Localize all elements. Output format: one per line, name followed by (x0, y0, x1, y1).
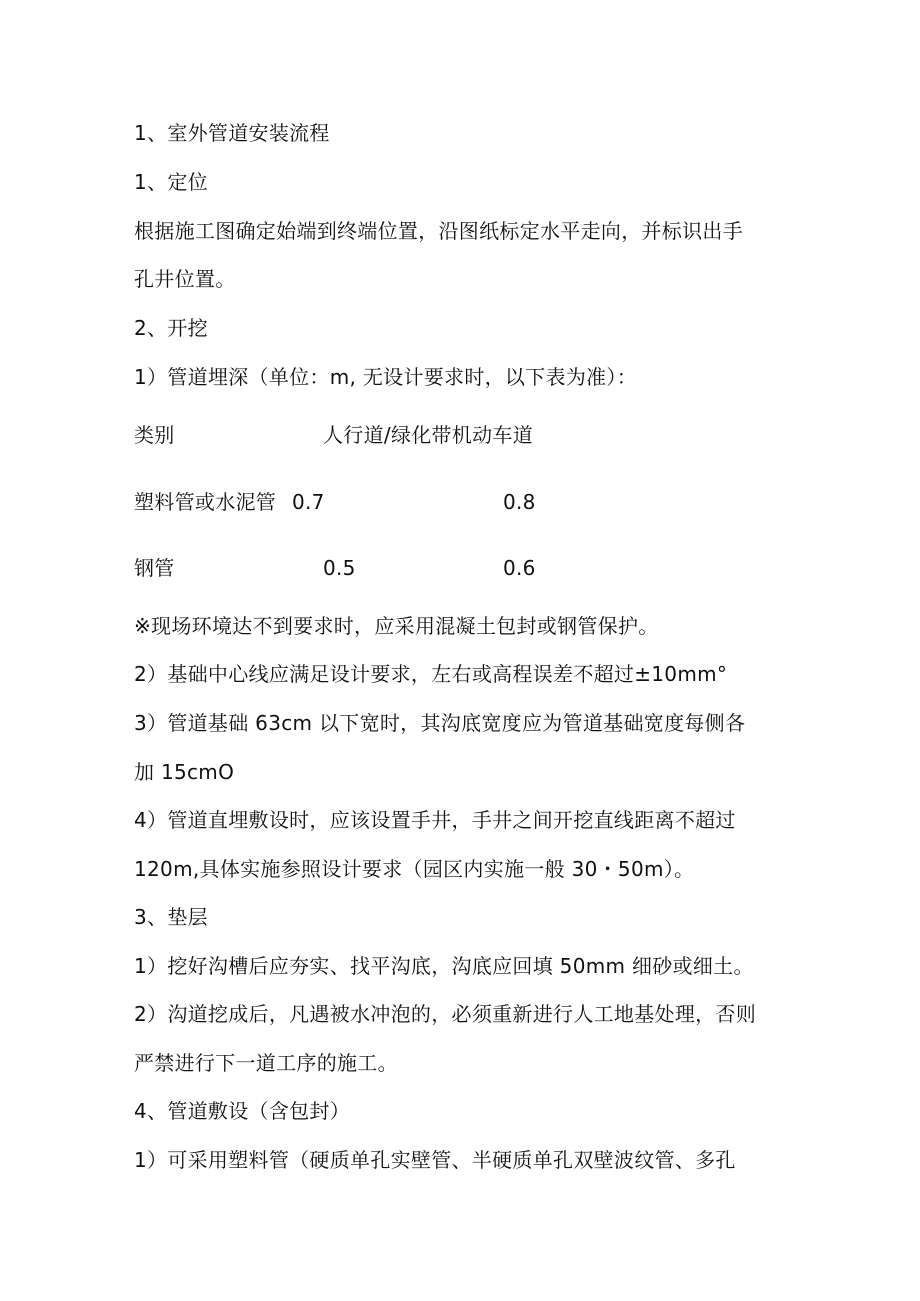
step3-item1: 1）挖好沟槽后应夯实、找平沟底，沟底应回填 50mm 细砂或细土。 (134, 954, 754, 978)
main-heading: 1、室外管道安装流程 (134, 121, 330, 145)
step2-item4-line1: 4）管道直埋敷设时，应该设置手井，手井之间开挖直线距离不超过 (134, 808, 736, 832)
table-row-1-sidewalk: 0.7 (292, 490, 325, 514)
step3-item2-line2: 严禁进行下一道工序的施工。 (134, 1051, 398, 1075)
table-header-category: 类别 (134, 423, 175, 447)
step2-item1: 1）管道埋深（单位：m, 无设计要求时，以下表为准）： (134, 365, 638, 389)
step3-item2-line1: 2）沟道挖成后，凡遇被水冲泡的，必须重新进行人工地基处理，否则 (134, 1002, 757, 1026)
table-row-2-category: 钢管 (134, 556, 175, 580)
step4-heading: 4、管道敷设（含包封） (134, 1099, 351, 1123)
step2-heading: 2、开挖 (134, 316, 208, 340)
step2-item2: 2）基础中心线应满足设计要求，左右或高程误差不超过±10mm° (134, 662, 728, 686)
step4-item1: 1）可采用塑料管（硬质单孔实壁管、半硬质单孔双壁波纹管、多孔 (134, 1148, 736, 1172)
table-header-road-types: 人行道/绿化带机动车道 (323, 423, 534, 447)
step2-item4-line2: 120m,具体实施参照设计要求（园区内实施一般 30・50m）。 (134, 857, 695, 881)
step3-heading: 3、垫层 (134, 905, 208, 929)
step1-body-line2: 孔井位置。 (134, 267, 236, 291)
note-line: ※现场环境达不到要求时，应采用混凝土包封或钢管保护。 (134, 614, 659, 638)
step2-item3-line2: 加 15cmO (134, 760, 235, 784)
table-row-2-sidewalk: 0.5 (323, 556, 356, 580)
step1-heading: 1、定位 (134, 170, 208, 194)
table-row-1-category: 塑料管或水泥管 (134, 490, 277, 514)
table-row-1-roadway: 0.8 (503, 490, 536, 514)
table-row-2-roadway: 0.6 (503, 556, 536, 580)
step2-item3-line1: 3）管道基础 63cm 以下宽时，其沟底宽度应为管道基础宽度每侧各 (134, 711, 746, 735)
step1-body-line1: 根据施工图确定始端到终端位置，沿图纸标定水平走向，并标识出手 (134, 219, 743, 243)
